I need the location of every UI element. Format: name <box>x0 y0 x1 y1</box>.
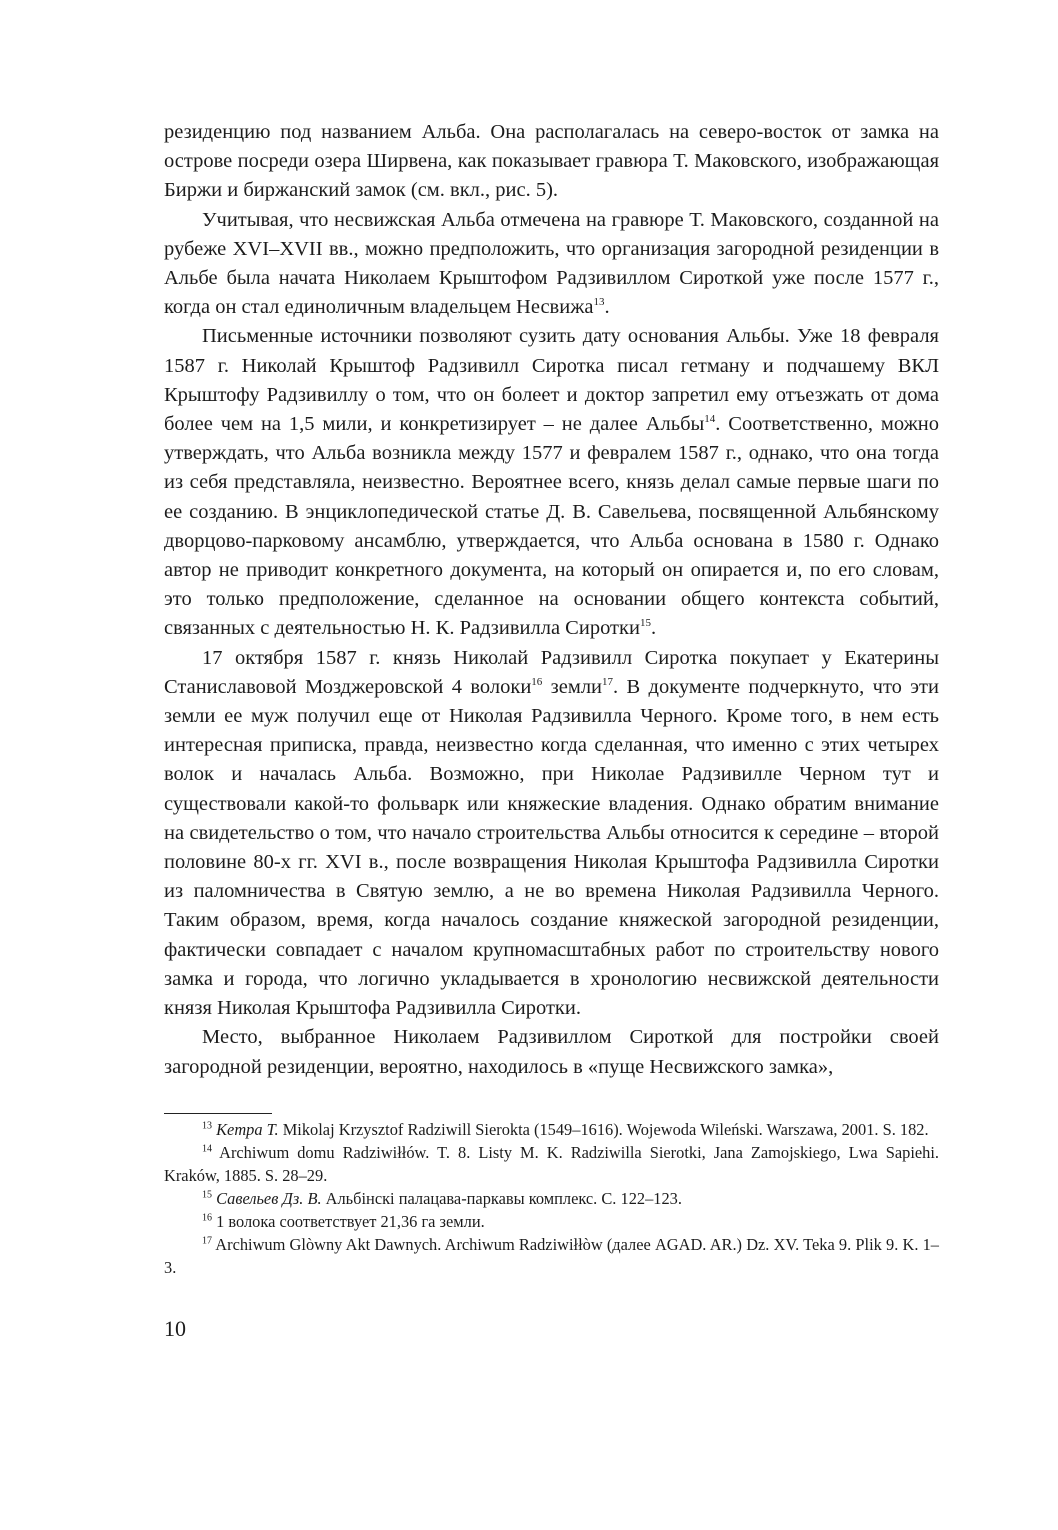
footnote-ref: 13 <box>593 296 605 309</box>
paragraph: Место, выбранное Николаем Радзивиллом Сироткой для постройки своей загородной резиденции, вероятно, находилось в «пуще Несвижского замка», <box>164 1026 939 1078</box>
footnote-divider <box>164 1113 272 1114</box>
footnote-ref: 17 <box>602 676 614 689</box>
page-number: 10 <box>164 1316 186 1341</box>
paragraph: 17 октября 1587 г. князь Николай Радзивилл Сиротка покупает у Екатерины Станиславовой Мозджеровской 4 волоки$^{16}$ земли$^{17}$. В документе подчеркнуто, что эти земли ее муж получил еще от Николая Радзивилла Черного. Кроме того, в нем есть интересная приписка, правда, неизвестно когда сделанная, что именно с этих четырех волок и началась Альба. Возможно, при Николае Радзивилле Черном тут и существовали какой-то фольварк или княжеские владения. Однако обратим внимание на свидетельство о том, что начало строительства Альбы относится к середине – второй половине 80-х гг. XVI в., после возвращения Николая Крыштофа Радзивилла Сиротки из паломничества в Святую землю, а не во времена Николая Радзивилла Черного. Таким образом, время, когда началось создание княжеской загородной резиденции, фактически совпадает с началом крупномасштабных работ по строительству нового замка и города, что логично укладывается в хронологию несвижской деятельности князя Николая Крыштофа Радзивилла Сиротки. <box>164 646 939 1020</box>
footnote: $^{17}$ Archiwum Glòwny Akt Dawnych. Archiwum Radziwiłłòw (далее AGAD. AR.) Dz. XV. Teka 9. Plik 9. K. 1–3. <box>164 1235 939 1277</box>
main-text <box>164 118 939 1082</box>
footnote-ref: 16 <box>531 676 543 689</box>
footnote: $^{16}$ 1 волока соответствует 21,36 га земли. <box>202 1212 485 1231</box>
paragraph: Письменные источники позволяют сузить дату основания Альбы. Уже 18 февраля 1587 г. Николай Крыштоф Радзивилл Сиротка писал гетману и подчашему ВКЛ Крыштофу Радзивиллу о том, что он болеет и доктор запретил ему отъезжать от дома более чем на 1,5 мили, и конкретизирует – не далее Альбы$^{14}$. Соответственно, можно утверждать, что Альба возникла между 1577 и февралем 1587 г., однако, что она тогда из себя представляла, неизвестно. Вероятнее всего, князь делал самые первые шаги по ее созданию. В энциклопедической статье Д. В. Савельева, посвященной Альбянскому дворцово-парковому ансамблю, утверждается, что Альба основана в 1580 г. Однако автор не приводит конкретного документа, на который он опирается и, по его словам, это только предположение, сделанное на основании общего контекста событий, связанных с деятельностью Н. К. Радзивилла Сиротки$^{15}$. <box>164 325 939 640</box>
footnote: $^{14}$ Archiwum domu Radziwiłłów. T. 8. Listy M. K. Radziwilla Sierotki, Jana Zamojskiego, Lwa Sapiehi. Kraków, 1885. S. 28–29. <box>164 1143 939 1185</box>
footnote-ref: 15 <box>639 617 651 630</box>
paragraph: резиденцию под названием Альба. Она располагалась на северо-восток от замка на острове посреди озера Ширвена, как показывает гравюра Т. Маковского, изображающая Биржи и биржанский замок (см. вкл., рис. 5). <box>164 121 939 202</box>
footnote: $^{15}$ Савельев Дз. В. Альбінскі палацава-паркавы комплекс. С. 122–123. <box>202 1189 682 1208</box>
footnote: $^{13}$ Kempa T. Mikolaj Krzysztof Radziwill Sierokta (1549–1616). Wojewoda Wileński. Warszawa, 2001. S. 182. <box>202 1120 929 1139</box>
footnotes <box>164 1118 939 1279</box>
paragraph: Учитывая, что несвижская Альба отмечена на гравюре Т. Маковского, созданной на рубеже XVI–XVII вв., можно предположить, что организация загородной резиденции в Альбе была начата Николаем Крыштофом Радзивиллом Сироткой уже после 1577 г., когда он стал единоличным владельцем Несвижа$^{13}$. <box>164 208 939 319</box>
footnote-ref: 14 <box>704 413 716 426</box>
